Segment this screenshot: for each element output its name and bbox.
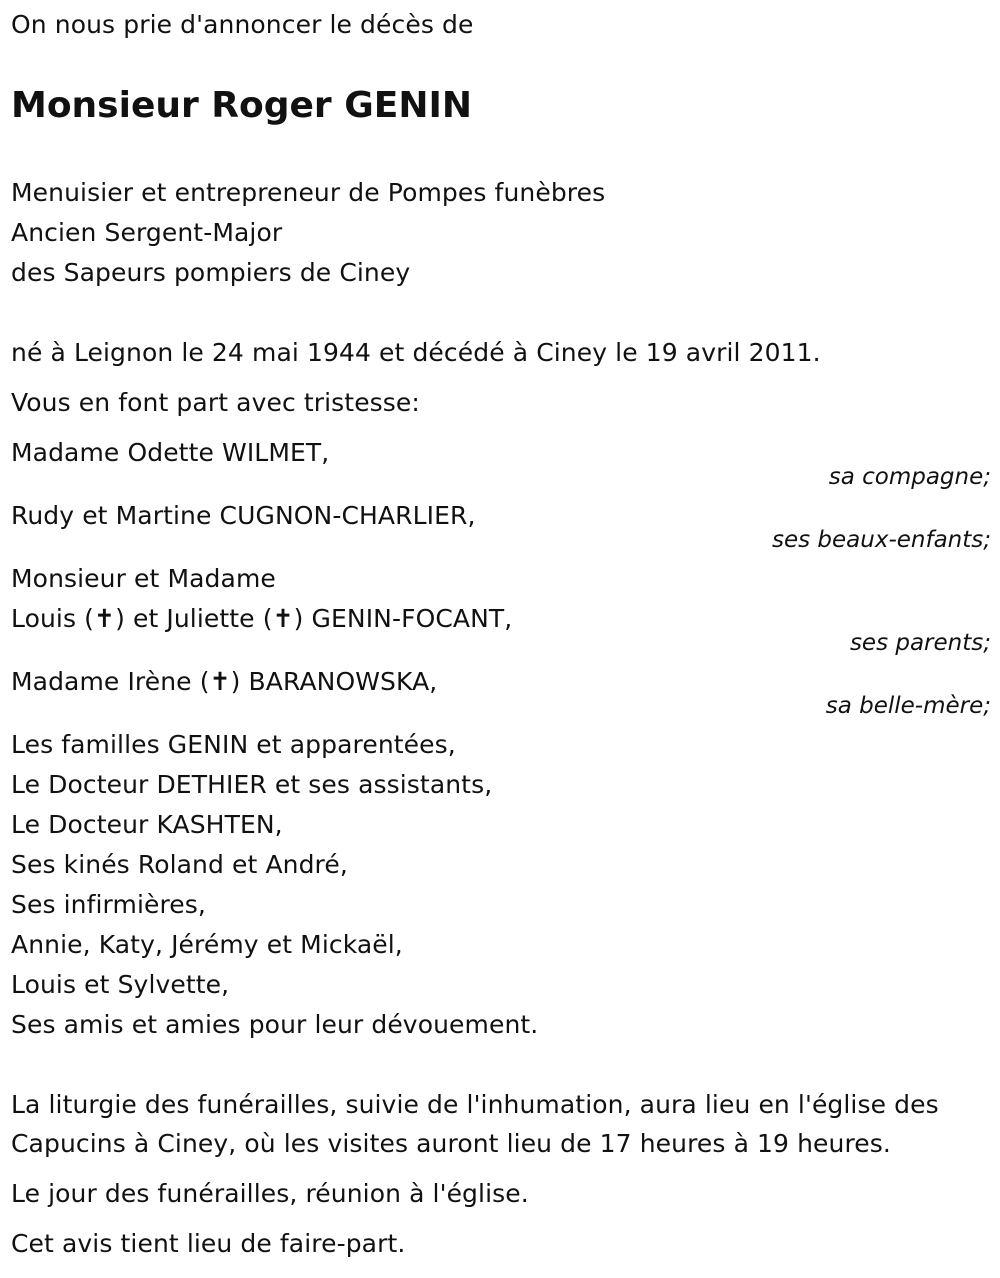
funeral-location-line: Capucins à Ciney, où les visites auront lieu de 17 heures à 19 heures. <box>11 1129 891 1158</box>
unit-line: des Sapeurs pompiers de Ciney <box>11 258 411 287</box>
thanks-line: Ses kinés Roland et André, <box>11 850 348 879</box>
thanks-line: Le Docteur DETHIER et ses assistants, <box>11 770 493 799</box>
parent-name-part: Louis ( <box>11 604 94 633</box>
funeral-liturgy-line: La liturgie des funérailles, suivie de l'inhumation, aura lieu en l'église des <box>11 1090 939 1119</box>
relation-label: sa belle-mère; <box>825 693 991 719</box>
birth-death-line: né à Leignon le 24 mai 1944 et décédé à Ciney le 19 avril 2011. <box>11 338 821 367</box>
notice-line: Cet avis tient lieu de faire-part. <box>11 1229 406 1258</box>
deceased-cross-icon: ✝ <box>94 604 116 633</box>
rank-line: Ancien Sergent-Major <box>11 218 283 247</box>
relation-label: ses beaux-enfants; <box>771 527 991 553</box>
deceased-cross-icon: ✝ <box>209 667 231 696</box>
parent-name-part: ) GENIN-FOCANT, <box>293 604 513 633</box>
family-member-companion: Madame Odette WILMET, <box>11 438 330 467</box>
family-member-mother-in-law <box>11 665 437 699</box>
intro-text: On nous prie d'annoncer le décès de <box>11 10 474 39</box>
thanks-line: Louis et Sylvette, <box>11 970 230 999</box>
family-member-step-children: Rudy et Martine CUGNON-CHARLIER, <box>11 501 476 530</box>
relation-label: sa compagne; <box>828 464 991 490</box>
funeral-meeting-line: Le jour des funérailles, réunion à l'église. <box>11 1179 529 1208</box>
thanks-line: Le Docteur KASHTEN, <box>11 810 283 839</box>
deceased-name: Monsieur Roger GENIN <box>11 85 473 126</box>
thanks-line: Ses amis et amies pour leur dévouement. <box>11 1010 539 1039</box>
thanks-line: Annie, Katy, Jérémy et Mickaël, <box>11 930 403 959</box>
thanks-line: Les familles GENIN et apparentées, <box>11 730 456 759</box>
thanks-line: Ses infirmières, <box>11 890 206 919</box>
sadness-line: Vous en font part avec tristesse: <box>11 388 420 417</box>
occupation-line: Menuisier et entrepreneur de Pompes funèbres <box>11 178 606 207</box>
family-member-parents <box>11 602 512 636</box>
parent-name-part: ) et Juliette ( <box>115 604 273 633</box>
family-member-parents-title: Monsieur et Madame <box>11 564 276 593</box>
mother-in-law-name-part: ) BARANOWSKA, <box>230 667 438 696</box>
mother-in-law-name-part: Madame Irène ( <box>11 667 210 696</box>
deceased-cross-icon: ✝ <box>272 604 294 633</box>
relation-label: ses parents; <box>849 630 991 656</box>
